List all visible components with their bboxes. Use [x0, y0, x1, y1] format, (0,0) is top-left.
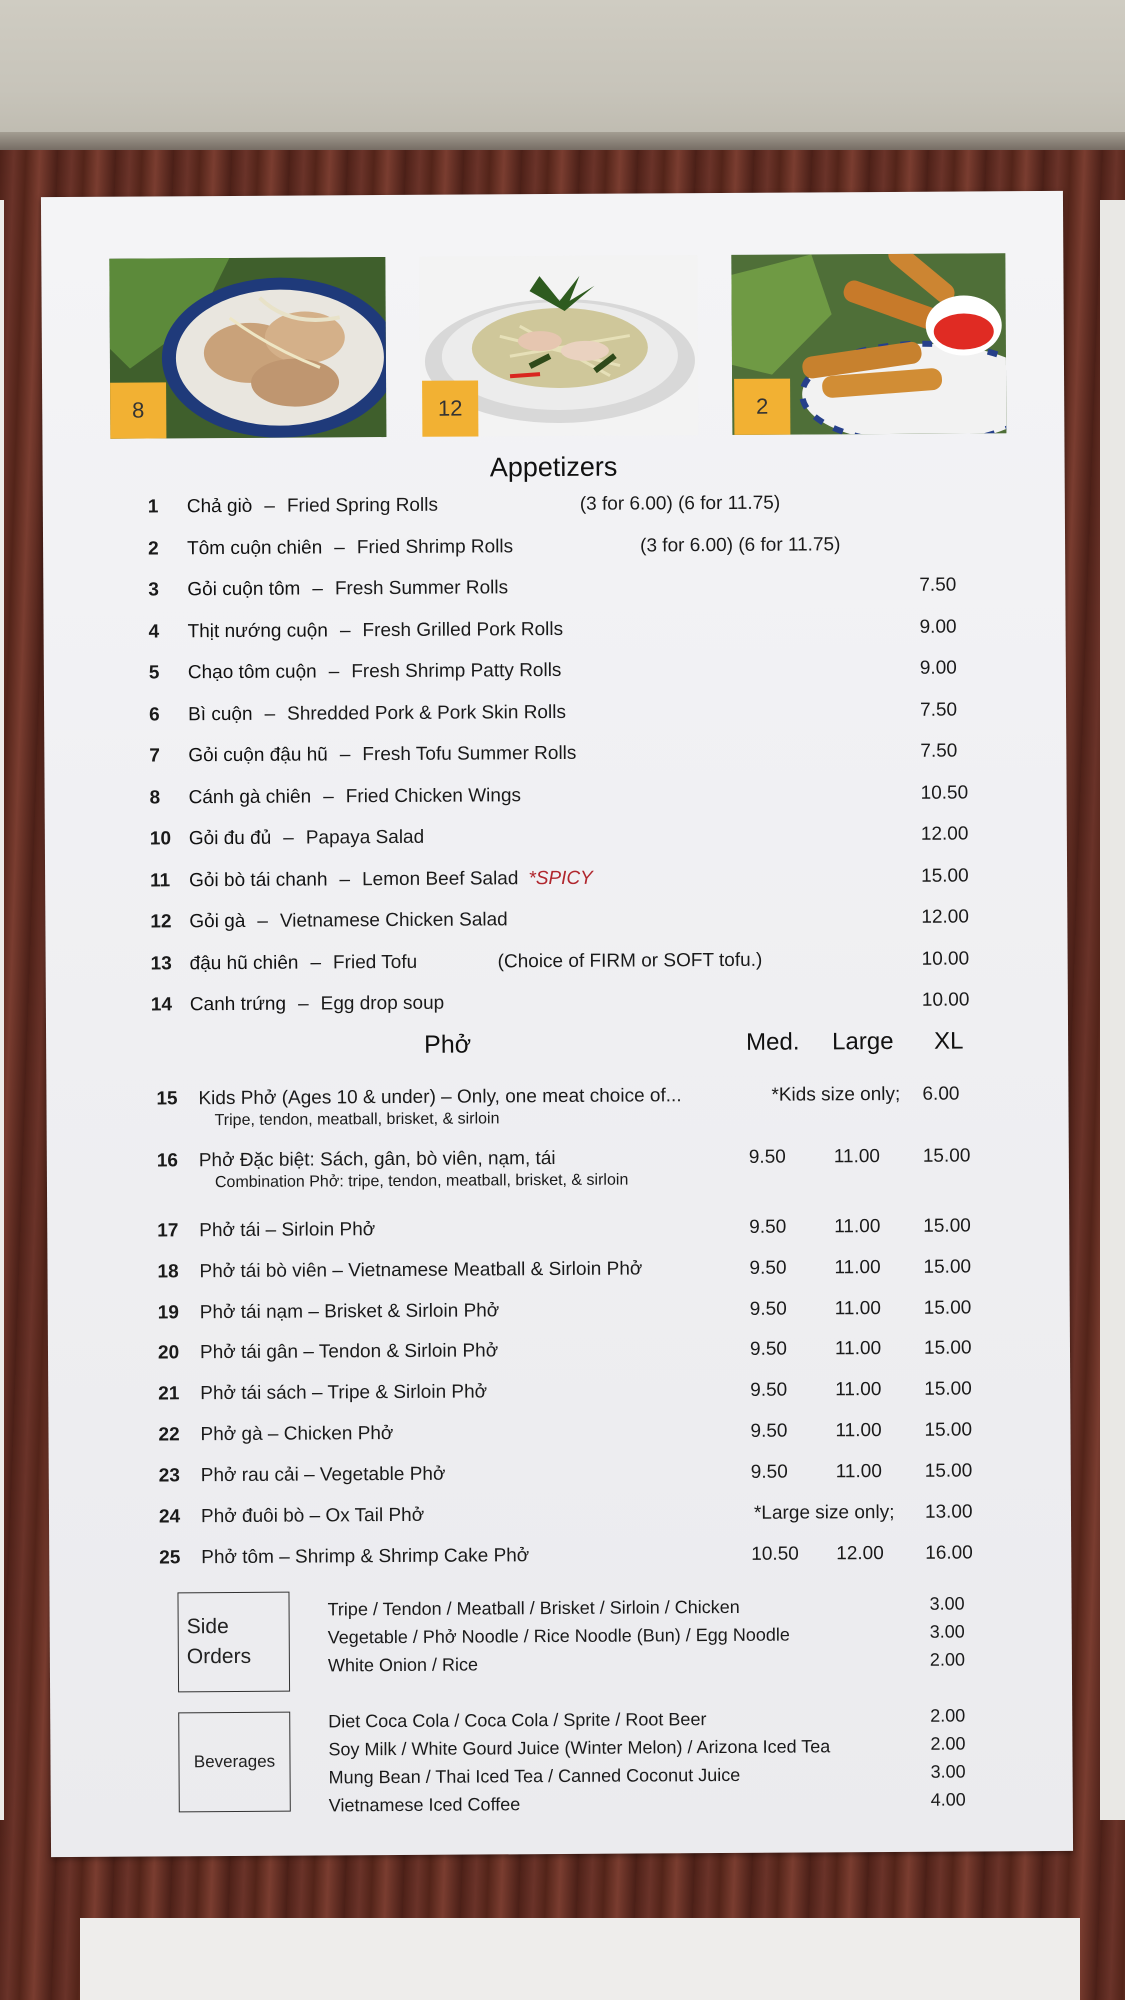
- price-xl: 15.00: [922, 1145, 971, 1167]
- dash-separator: –: [339, 619, 351, 641]
- item-number: 5: [148, 662, 160, 684]
- appetizers-heading: Appetizers: [489, 451, 618, 483]
- item-extra-pricing: (Choice of FIRM or SOFT tofu.): [497, 949, 763, 972]
- side-order-line: White Onion / Rice: [327, 1654, 479, 1676]
- item-text: [189, 909, 507, 933]
- item-english-name: Fresh Grilled Pork Rolls: [362, 618, 564, 641]
- item-number: 15: [156, 1088, 178, 1110]
- item-price: 12.00: [920, 823, 969, 845]
- item-number: 3: [148, 579, 159, 601]
- price-med: 9.50: [749, 1298, 787, 1320]
- item-number: 6: [149, 703, 160, 725]
- pho-row: [49, 1460, 1071, 1487]
- item-number: 14: [150, 994, 173, 1016]
- item-number: 19: [157, 1302, 179, 1324]
- item-english-name: Fried Shrimp Rolls: [356, 535, 514, 558]
- item-english-name: Fresh Tofu Summer Rolls: [362, 742, 577, 766]
- item-number: 16: [156, 1150, 179, 1172]
- item-number: 23: [158, 1465, 180, 1487]
- item-text: Phở tái – Sirloin Phở: [199, 1219, 376, 1242]
- side-orders-label: Orders: [186, 1644, 252, 1669]
- side-order-line: Vegetable / Phở Noodle / Rice Noodle (Bun) / Egg Noodle: [327, 1624, 790, 1648]
- item-text: [187, 577, 508, 601]
- item-number: 2: [148, 537, 159, 559]
- item-english-name: Fresh Shrimp Patty Rolls: [351, 659, 562, 683]
- item-price: 15.00: [921, 864, 969, 887]
- item-english-name: Fresh Summer Rolls: [334, 577, 509, 600]
- dash-separator: –: [264, 703, 276, 725]
- item-english-name: Lemon Beef Salad: [362, 867, 519, 890]
- beverage-line: Vietnamese Iced Coffee: [328, 1794, 521, 1816]
- dash-separator: –: [339, 868, 351, 890]
- beverage-price: 2.00: [930, 1705, 966, 1726]
- item-number: 13: [150, 952, 172, 974]
- item-number: 8: [149, 786, 161, 808]
- pho-row: [47, 1215, 1069, 1242]
- item-number: 20: [157, 1342, 180, 1364]
- appetizer-row: [44, 615, 1066, 651]
- dash-separator: –: [297, 993, 309, 1015]
- appetizer-row: [46, 947, 1068, 983]
- item-english-name: Fried Spring Rolls: [286, 494, 438, 517]
- item-subtext: Tripe, tendon, meatball, brisket, & sirloin: [214, 1110, 500, 1130]
- wall-background: [0, 0, 1125, 150]
- pho-row: [48, 1337, 1070, 1364]
- item-text: Phở tái sách – Tripe & Sirloin Phở: [200, 1381, 488, 1405]
- beverages-label-box: [178, 1712, 291, 1813]
- price-med: 9.50: [749, 1216, 787, 1238]
- item-price: 10.50: [920, 781, 969, 804]
- item-price: 9.00: [919, 657, 957, 679]
- adjacent-menu-sheet-bottom: [80, 1918, 1080, 2000]
- item-english-name: Fried Chicken Wings: [345, 784, 522, 807]
- item-text: [188, 743, 576, 767]
- item-number: 17: [157, 1220, 179, 1242]
- dash-separator: –: [283, 827, 294, 849]
- item-text: Phở gà – Chicken Phở: [200, 1423, 394, 1446]
- pho-col-xl: XL: [934, 1027, 964, 1055]
- item-text: Phở Đặc biệt: Sách, gân, bò viên, nạm, tái: [198, 1148, 556, 1172]
- beverage-price: 3.00: [930, 1761, 966, 1782]
- item-english-name: Papaya Salad: [305, 826, 425, 849]
- item-viet-name: Chạo tôm cuộn: [187, 661, 317, 684]
- appetizer-row: [46, 989, 1068, 1025]
- appetizer-row: [43, 491, 1065, 527]
- appetizer-row: [44, 698, 1066, 734]
- item-number: 4: [148, 620, 160, 642]
- pho-row: [48, 1378, 1070, 1405]
- dash-separator: –: [310, 951, 322, 974]
- price-large: 11.00: [834, 1216, 881, 1238]
- dash-separator: –: [257, 910, 268, 932]
- photo-number-badge: 2: [734, 379, 790, 435]
- size-note: *Kids size only;: [771, 1083, 901, 1106]
- price-med: 9.50: [750, 1379, 788, 1401]
- pho-row: [49, 1542, 1071, 1569]
- item-text: [189, 827, 424, 850]
- dash-separator: –: [312, 578, 323, 600]
- item-number: 10: [149, 828, 172, 850]
- item-number: 21: [158, 1383, 180, 1405]
- spicy-note: *SPICY: [528, 867, 593, 889]
- item-viet-name: Thịt nướng cuộn: [187, 619, 328, 642]
- pho-row: [48, 1419, 1070, 1446]
- photo-number-badge: 12: [422, 380, 478, 436]
- pho-row: [48, 1297, 1070, 1324]
- adjacent-menu-sheet-right: [1100, 200, 1125, 1820]
- item-english-name: Fried Tofu: [332, 951, 418, 973]
- item-viet-name: Tôm cuộn chiên: [187, 536, 323, 559]
- item-viet-name: Gỏi cuộn tôm: [187, 578, 301, 601]
- item-number: 22: [158, 1424, 180, 1446]
- item-price: 10.00: [921, 989, 970, 1011]
- dash-separator: –: [334, 536, 345, 558]
- item-price: 12.00: [921, 906, 969, 928]
- price-large: 11.00: [835, 1461, 882, 1483]
- price-med: 9.50: [750, 1461, 788, 1483]
- dash-separator: –: [264, 495, 275, 517]
- menu-sheet: [41, 191, 1073, 1857]
- item-viet-name: Gỏi bò tái chanh: [189, 868, 328, 891]
- dash-separator: –: [328, 661, 340, 683]
- side-order-price: 3.00: [929, 1593, 965, 1614]
- price-xl: 16.00: [925, 1542, 973, 1564]
- pho-row: [49, 1501, 1071, 1528]
- item-text: [189, 785, 522, 809]
- item-viet-name: Gỏi gà: [189, 910, 246, 933]
- price-med: 9.50: [749, 1257, 787, 1279]
- dash-separator: –: [339, 744, 351, 766]
- item-viet-name: Gỏi đu đủ: [188, 827, 272, 850]
- item-viet-name: Canh trứng: [189, 993, 287, 1016]
- item-english-name: Shredded Pork & Pork Skin Rolls: [287, 701, 566, 725]
- price-xl: 15.00: [923, 1297, 972, 1319]
- pho-col-med: Med.: [746, 1028, 800, 1056]
- price-large: 11.00: [834, 1298, 881, 1320]
- item-text: [190, 993, 444, 1017]
- item-number: 24: [158, 1506, 181, 1528]
- photo-number-badge: 8: [110, 382, 166, 438]
- pho-row: [46, 1083, 1068, 1130]
- item-number: 18: [157, 1261, 179, 1283]
- item-text: [188, 701, 566, 725]
- side-order-price: 3.00: [929, 1621, 965, 1642]
- item-text: [188, 660, 562, 684]
- pho-col-large: Large: [832, 1027, 894, 1056]
- item-english-name: Egg drop soup: [320, 992, 445, 1015]
- appetizer-row: [45, 864, 1067, 900]
- beverage-price: 4.00: [930, 1789, 966, 1810]
- beverages-label: Beverages: [193, 1751, 276, 1772]
- price-large: 11.00: [835, 1420, 882, 1442]
- beverage-line: Soy Milk / White Gourd Juice (Winter Melon) / Arizona Iced Tea: [328, 1736, 831, 1760]
- item-viet-name: Gỏi cuộn đậu hũ: [188, 744, 328, 767]
- pho-heading: Phở: [424, 1030, 472, 1059]
- size-note: *Large size only;: [753, 1501, 895, 1524]
- item-viet-name: Chả giò: [186, 495, 253, 518]
- side-orders-label: Side: [186, 1615, 229, 1639]
- price-xl: 15.00: [924, 1460, 973, 1482]
- appetizer-row: [45, 906, 1067, 942]
- item-text: Kids Phở (Ages 10 & under) – Only, one meat choice of...: [198, 1085, 682, 1110]
- price-xl: 13.00: [924, 1501, 973, 1523]
- beverage-line: Mung Bean / Thai Iced Tea / Canned Coconut Juice: [328, 1764, 741, 1788]
- beverage-price: 2.00: [930, 1733, 966, 1754]
- price-large: 11.00: [833, 1146, 881, 1168]
- price-med: 9.50: [749, 1338, 788, 1360]
- price-large: 12.00: [836, 1543, 884, 1565]
- item-price: 10.00: [921, 947, 970, 970]
- item-viet-name: Bì cuộn: [188, 703, 253, 725]
- item-price: 7.50: [919, 574, 957, 596]
- item-text: [190, 951, 418, 974]
- item-text: [188, 618, 564, 642]
- pho-row: [47, 1256, 1069, 1283]
- item-number: 25: [159, 1547, 181, 1569]
- appetizer-row: [44, 740, 1066, 776]
- appetizer-row: [45, 823, 1067, 859]
- item-text: Phở tái bò viên – Vietnamese Meatball & Sirloin Phở: [199, 1258, 643, 1283]
- item-number: 1: [147, 496, 159, 518]
- price-xl: 15.00: [923, 1337, 972, 1359]
- item-text: [187, 536, 513, 560]
- item-price: 9.00: [919, 616, 957, 638]
- price-large: 11.00: [835, 1379, 882, 1401]
- item-english-name: Vietnamese Chicken Salad: [279, 909, 508, 932]
- side-order-price: 2.00: [929, 1649, 965, 1670]
- item-number: 11: [150, 869, 171, 891]
- item-text: [187, 495, 438, 519]
- item-text: Phở tái nạm – Brisket & Sirloin Phở: [199, 1300, 500, 1324]
- price-large: 11.00: [834, 1338, 882, 1360]
- item-text: [189, 867, 593, 891]
- item-subtext: Combination Phở: tripe, tendon, meatball, brisket, & sirloin: [214, 1171, 629, 1192]
- dash-separator: –: [323, 785, 334, 807]
- appetizer-row: [43, 532, 1065, 568]
- item-text: Phở tái gân – Tendon & Sirloin Phở: [199, 1340, 499, 1364]
- appetizer-row: [45, 781, 1067, 817]
- price-med: 9.50: [750, 1420, 788, 1442]
- item-text: Phở đuôi bò – Ox Tail Phở: [200, 1504, 425, 1528]
- item-extra-pricing: (3 for 6.00) (6 for 11.75): [640, 533, 841, 556]
- beverage-line: Diet Coca Cola / Coca Cola / Sprite / Root Beer: [328, 1709, 707, 1732]
- item-viet-name: Cánh gà chiên: [188, 785, 312, 808]
- price-xl: 6.00: [922, 1083, 960, 1105]
- appetizer-row: [43, 574, 1065, 610]
- adjacent-menu-sheet-left: [0, 200, 4, 1820]
- pho-row: [47, 1145, 1069, 1192]
- price-large: 11.00: [834, 1257, 881, 1279]
- item-number: 12: [150, 911, 172, 933]
- price-xl: 15.00: [923, 1256, 972, 1278]
- item-text: Phở rau cải – Vegetable Phở: [200, 1463, 446, 1487]
- item-price: 7.50: [920, 699, 958, 721]
- item-number: 7: [149, 745, 160, 767]
- item-viet-name: đậu hũ chiên: [189, 952, 299, 974]
- price-xl: 15.00: [924, 1378, 972, 1400]
- price-xl: 15.00: [923, 1215, 971, 1237]
- side-orders-label-box: [177, 1592, 290, 1693]
- price-xl: 15.00: [924, 1419, 973, 1441]
- item-extra-pricing: (3 for 6.00) (6 for 11.75): [579, 492, 781, 515]
- appetizer-row: [44, 657, 1066, 693]
- item-price: 7.50: [920, 740, 958, 762]
- price-med: 9.50: [748, 1146, 786, 1168]
- item-text: Phở tôm – Shrimp & Shrimp Cake Phở: [201, 1545, 530, 1569]
- price-med: 10.50: [751, 1543, 799, 1565]
- side-order-line: Tripe / Tendon / Meatball / Brisket / Sirloin / Chicken: [327, 1596, 740, 1620]
